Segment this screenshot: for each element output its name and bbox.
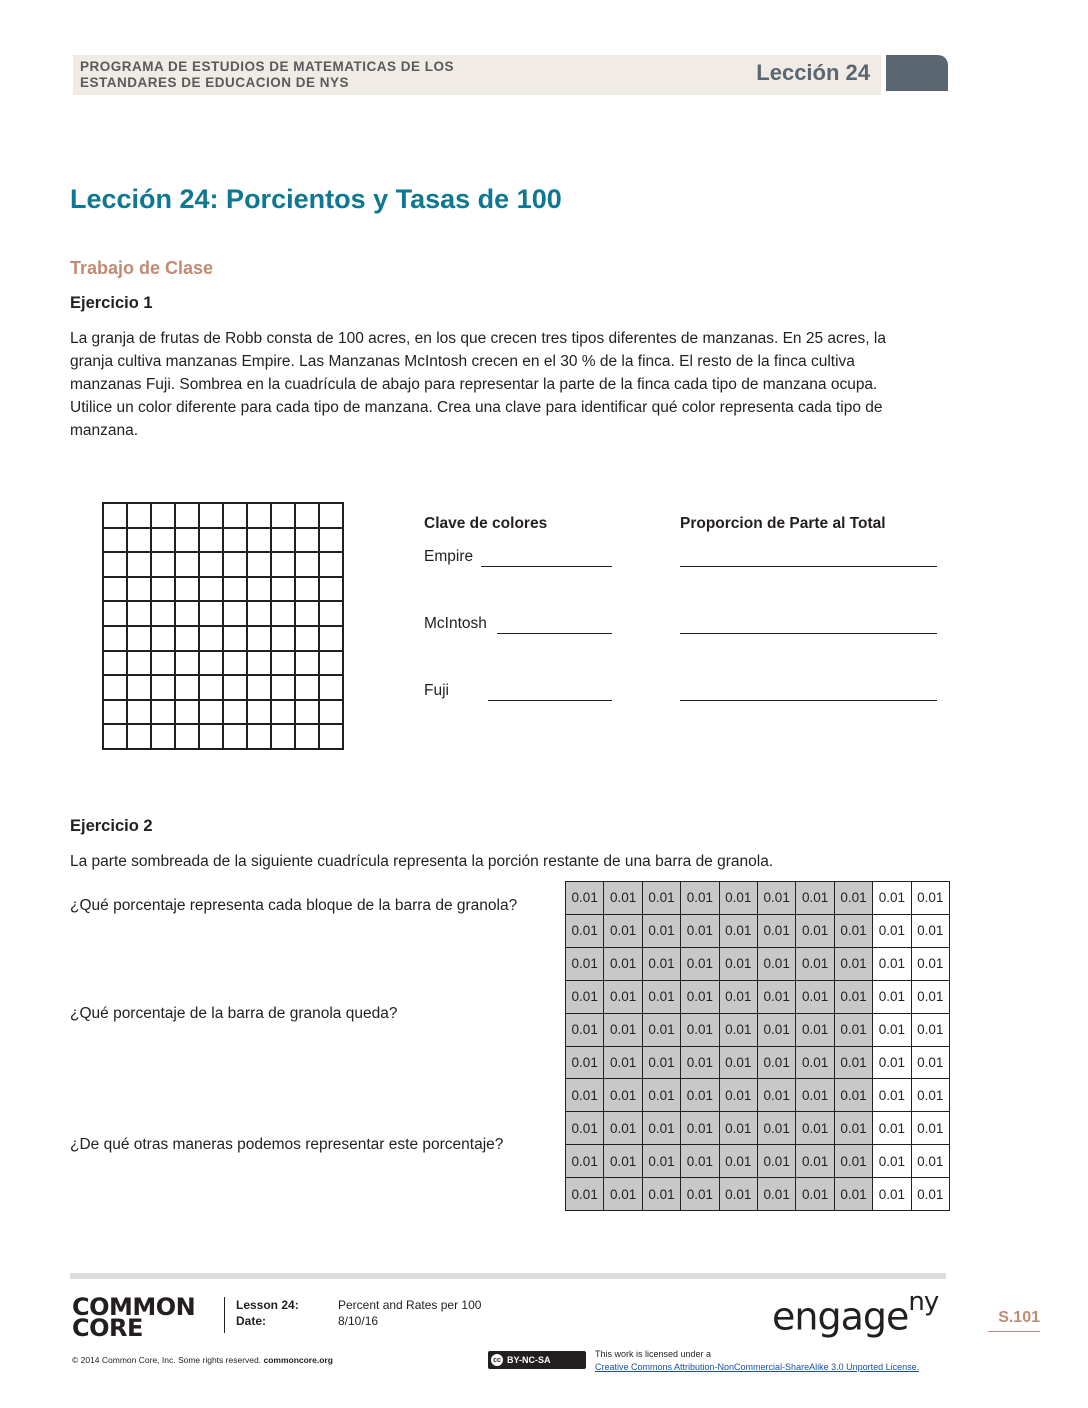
granola-cell-shaded: 0.01 xyxy=(796,1047,834,1080)
granola-cell-shaded: 0.01 xyxy=(681,915,719,948)
grid-cell[interactable] xyxy=(296,529,320,554)
grid-cell[interactable] xyxy=(176,553,200,578)
grid-cell[interactable] xyxy=(296,504,320,529)
grid-cell[interactable] xyxy=(152,725,176,750)
grid-cell[interactable] xyxy=(224,701,248,726)
granola-cell-empty: 0.01 xyxy=(912,1178,950,1211)
granola-cell-shaded: 0.01 xyxy=(643,1014,681,1047)
grid-cell[interactable] xyxy=(224,676,248,701)
granola-cell-empty: 0.01 xyxy=(873,948,911,981)
grid-cell[interactable] xyxy=(224,627,248,652)
granola-cell-shaded: 0.01 xyxy=(566,948,604,981)
granola-cell-shaded: 0.01 xyxy=(643,882,681,915)
granola-cell-empty: 0.01 xyxy=(912,1079,950,1112)
grid-cell[interactable] xyxy=(248,529,272,554)
granola-cell-empty: 0.01 xyxy=(873,1014,911,1047)
granola-cell-shaded: 0.01 xyxy=(604,948,642,981)
grid-cell[interactable] xyxy=(152,553,176,578)
grid-cell[interactable] xyxy=(104,701,128,726)
granola-cell-shaded: 0.01 xyxy=(796,1079,834,1112)
question-each-block: ¿Qué porcentaje representa cada bloque de la barra de granola? xyxy=(70,897,518,914)
grid-cell[interactable] xyxy=(104,676,128,701)
granola-cell-empty: 0.01 xyxy=(873,1178,911,1211)
granola-cell-shaded: 0.01 xyxy=(720,1079,758,1112)
grid-cell[interactable] xyxy=(224,725,248,750)
grid-cell[interactable] xyxy=(176,725,200,750)
granola-cell-shaded: 0.01 xyxy=(796,1014,834,1047)
grid-cell[interactable] xyxy=(248,701,272,726)
granola-cell-shaded: 0.01 xyxy=(835,948,873,981)
copyright-site: commoncore.org xyxy=(263,1355,333,1365)
grid-cell[interactable] xyxy=(104,627,128,652)
grid-cell[interactable] xyxy=(128,553,152,578)
cc-badge-text: BY-NC-SA xyxy=(507,1355,551,1365)
granola-cell-shaded: 0.01 xyxy=(758,915,796,948)
grid-cell[interactable] xyxy=(320,578,344,603)
granola-cell-shaded: 0.01 xyxy=(604,1178,642,1211)
grid-cell[interactable] xyxy=(224,652,248,677)
grid-cell[interactable] xyxy=(200,602,224,627)
grid-cell[interactable] xyxy=(200,652,224,677)
granola-cell-shaded: 0.01 xyxy=(835,882,873,915)
program-title xyxy=(80,59,510,91)
grid-cell[interactable] xyxy=(152,578,176,603)
grid-cell[interactable] xyxy=(296,553,320,578)
granola-cell-shaded: 0.01 xyxy=(643,948,681,981)
engage-sup: ny xyxy=(908,1287,939,1317)
color-key-heading: Clave de colores xyxy=(424,515,548,532)
grid-cell[interactable] xyxy=(104,652,128,677)
granola-cell-shaded: 0.01 xyxy=(566,1145,604,1178)
grid-cell[interactable] xyxy=(104,529,128,554)
granola-cell-shaded: 0.01 xyxy=(758,1145,796,1178)
exercise1-heading: Ejercicio 1 xyxy=(70,294,153,312)
footer-date-label: Date: xyxy=(236,1314,267,1328)
granola-cell-shaded: 0.01 xyxy=(758,882,796,915)
granola-cell-shaded: 0.01 xyxy=(643,1047,681,1080)
grid-cell[interactable] xyxy=(128,701,152,726)
grid-cell[interactable] xyxy=(272,578,296,603)
granola-cell-shaded: 0.01 xyxy=(681,882,719,915)
grid-cell[interactable] xyxy=(176,652,200,677)
granola-cell-shaded: 0.01 xyxy=(566,1112,604,1145)
granola-cell-shaded: 0.01 xyxy=(720,1145,758,1178)
grid-cell[interactable] xyxy=(176,578,200,603)
granola-cell-shaded: 0.01 xyxy=(643,1112,681,1145)
program-title-line1: PROGRAMA DE ESTUDIOS DE MATEMATICAS DE LOS xyxy=(80,59,455,74)
grid-cell[interactable] xyxy=(200,725,224,750)
granola-cell-shaded: 0.01 xyxy=(835,1014,873,1047)
granola-cell-shaded: 0.01 xyxy=(720,915,758,948)
grid-cell[interactable] xyxy=(128,529,152,554)
footer-rule xyxy=(70,1273,946,1279)
footer-divider xyxy=(224,1297,225,1333)
grid-cell[interactable] xyxy=(224,602,248,627)
grid-cell[interactable] xyxy=(296,725,320,750)
grid-cell[interactable] xyxy=(104,725,128,750)
ratio-heading: Proporcion de Parte al Total xyxy=(680,515,886,532)
granola-grid xyxy=(565,881,950,1211)
granola-cell-shaded: 0.01 xyxy=(566,1047,604,1080)
granola-cell-shaded: 0.01 xyxy=(758,948,796,981)
granola-cell-shaded: 0.01 xyxy=(758,1178,796,1211)
grid-cell[interactable] xyxy=(152,701,176,726)
granola-cell-shaded: 0.01 xyxy=(643,981,681,1014)
exercise1-line: La granja de frutas de Robb consta de 100 acres, en los que crecen tres tipos diferentes de manzanas. En 25 acres, la xyxy=(70,330,886,347)
grid-cell[interactable] xyxy=(104,578,128,603)
grid-cell[interactable] xyxy=(104,553,128,578)
grid-cell[interactable] xyxy=(200,553,224,578)
granola-cell-shaded: 0.01 xyxy=(796,981,834,1014)
granola-cell-shaded: 0.01 xyxy=(604,1014,642,1047)
key-item-mcintosh: McIntosh xyxy=(424,615,487,632)
exercise1-line: granja cultiva manzanas Empire. Las Manzanas McIntosh crecen en el 30 % de la finca. El resto de la finca cultiva xyxy=(70,353,855,370)
copyright-text: © 2014 Common Core, Inc. Some rights reserved. xyxy=(72,1355,264,1365)
grid-cell[interactable] xyxy=(176,701,200,726)
granola-cell-shaded: 0.01 xyxy=(643,915,681,948)
logo-line2: CORE xyxy=(72,1314,143,1342)
grid-cell[interactable] xyxy=(320,652,344,677)
granola-cell-shaded: 0.01 xyxy=(604,882,642,915)
cc-license-badge xyxy=(488,1351,586,1369)
granola-cell-empty: 0.01 xyxy=(873,1047,911,1080)
mcintosh-ratio-blank[interactable] xyxy=(680,633,937,634)
granola-cell-shaded: 0.01 xyxy=(681,1047,719,1080)
granola-cell-shaded: 0.01 xyxy=(604,1112,642,1145)
granola-cell-shaded: 0.01 xyxy=(566,1178,604,1211)
grid-cell[interactable] xyxy=(176,627,200,652)
grid-cell[interactable] xyxy=(248,578,272,603)
grid-cell[interactable] xyxy=(224,529,248,554)
granola-cell-shaded: 0.01 xyxy=(758,1079,796,1112)
grid-cell[interactable] xyxy=(200,529,224,554)
granola-cell-shaded: 0.01 xyxy=(720,948,758,981)
granola-cell-shaded: 0.01 xyxy=(720,882,758,915)
grid-cell[interactable] xyxy=(272,602,296,627)
granola-cell-shaded: 0.01 xyxy=(566,981,604,1014)
exercise1-line: manzana. xyxy=(70,422,139,439)
granola-cell-shaded: 0.01 xyxy=(835,981,873,1014)
key-item-empire: Empire xyxy=(424,548,474,565)
fuji-color-blank[interactable] xyxy=(488,700,612,701)
granola-cell-shaded: 0.01 xyxy=(835,915,873,948)
granola-cell-shaded: 0.01 xyxy=(604,1079,642,1112)
grid-cell[interactable] xyxy=(152,504,176,529)
exercise1-text xyxy=(70,327,950,442)
grid-cell[interactable] xyxy=(224,504,248,529)
granola-cell-shaded: 0.01 xyxy=(720,1014,758,1047)
granola-cell-empty: 0.01 xyxy=(912,882,950,915)
grid-cell[interactable] xyxy=(272,652,296,677)
section-title: Trabajo de Clase xyxy=(70,258,214,278)
header-lesson: Lección 24 xyxy=(756,60,870,85)
grid-cell[interactable] xyxy=(128,578,152,603)
granola-cell-shaded: 0.01 xyxy=(796,882,834,915)
empire-ratio-blank[interactable] xyxy=(680,566,937,567)
footer-lesson-label: Lesson 24: xyxy=(236,1298,299,1312)
header-tab xyxy=(886,55,948,91)
granola-cell-shaded: 0.01 xyxy=(720,981,758,1014)
granola-cell-empty: 0.01 xyxy=(912,1014,950,1047)
exercise1-line: Utilice un color diferente para cada tipo de manzana. Crea una clave para identificar qué color representa cada tipo de xyxy=(70,399,883,416)
granola-cell-shaded: 0.01 xyxy=(604,1047,642,1080)
granola-cell-shaded: 0.01 xyxy=(566,1014,604,1047)
granola-cell-shaded: 0.01 xyxy=(720,1178,758,1211)
grid-cell[interactable] xyxy=(176,602,200,627)
question-remaining: ¿Qué porcentaje de la barra de granola queda? xyxy=(70,1005,398,1022)
grid-cell[interactable] xyxy=(272,676,296,701)
grid-cell[interactable] xyxy=(296,602,320,627)
granola-cell-empty: 0.01 xyxy=(912,948,950,981)
granola-cell-shaded: 0.01 xyxy=(758,1047,796,1080)
license-link[interactable]: Creative Commons Attribution-NonCommercial-ShareAlike 3.0 Unported License. xyxy=(595,1362,920,1372)
grid-cell[interactable] xyxy=(248,676,272,701)
granola-cell-shaded: 0.01 xyxy=(758,981,796,1014)
granola-cell-empty: 0.01 xyxy=(873,1112,911,1145)
granola-cell-shaded: 0.01 xyxy=(643,1178,681,1211)
exercise2-heading: Ejercicio 2 xyxy=(70,817,153,835)
grid-cell[interactable] xyxy=(272,553,296,578)
grid-cell[interactable] xyxy=(248,627,272,652)
cc-icon: cc xyxy=(491,1354,503,1366)
grid-cell[interactable] xyxy=(320,725,344,750)
grid-cell[interactable] xyxy=(320,676,344,701)
granola-cell-shaded: 0.01 xyxy=(681,948,719,981)
granola-cell-shaded: 0.01 xyxy=(604,915,642,948)
grid-cell[interactable] xyxy=(224,553,248,578)
grid-cell[interactable] xyxy=(152,602,176,627)
granola-cell-shaded: 0.01 xyxy=(835,1079,873,1112)
grid-cell[interactable] xyxy=(176,529,200,554)
engageny-logo xyxy=(772,1287,939,1339)
engage-text: engage xyxy=(772,1294,909,1339)
granola-cell-shaded: 0.01 xyxy=(835,1178,873,1211)
grid-cell[interactable] xyxy=(320,553,344,578)
license-text: This work is licensed under a xyxy=(595,1349,712,1359)
granola-cell-shaded: 0.01 xyxy=(835,1047,873,1080)
grid-cell[interactable] xyxy=(128,627,152,652)
granola-cell-empty: 0.01 xyxy=(912,915,950,948)
grid-cell[interactable] xyxy=(104,504,128,529)
granola-cell-empty: 0.01 xyxy=(873,1145,911,1178)
hundred-grid[interactable] xyxy=(102,502,344,750)
copyright xyxy=(72,1355,333,1365)
exercise1-line: manzanas Fuji. Sombrea en la cuadrícula de abajo para representar la parte de la finca cada tipo de manzana ocupa. xyxy=(70,376,878,393)
granola-cell-shaded: 0.01 xyxy=(566,882,604,915)
granola-cell-shaded: 0.01 xyxy=(796,1145,834,1178)
granola-cell-shaded: 0.01 xyxy=(796,948,834,981)
granola-cell-shaded: 0.01 xyxy=(643,1079,681,1112)
granola-cell-empty: 0.01 xyxy=(912,1047,950,1080)
grid-cell[interactable] xyxy=(200,627,224,652)
grid-cell[interactable] xyxy=(272,627,296,652)
grid-cell[interactable] xyxy=(152,676,176,701)
granola-cell-shaded: 0.01 xyxy=(604,1145,642,1178)
grid-cell[interactable] xyxy=(248,602,272,627)
grid-cell[interactable] xyxy=(272,725,296,750)
grid-cell[interactable] xyxy=(128,504,152,529)
granola-cell-shaded: 0.01 xyxy=(758,1112,796,1145)
granola-cell-empty: 0.01 xyxy=(873,981,911,1014)
granola-cell-empty: 0.01 xyxy=(912,981,950,1014)
granola-cell-shaded: 0.01 xyxy=(835,1145,873,1178)
grid-cell[interactable] xyxy=(272,529,296,554)
grid-cell[interactable] xyxy=(320,504,344,529)
grid-cell[interactable] xyxy=(152,529,176,554)
grid-cell[interactable] xyxy=(104,602,128,627)
granola-cell-shaded: 0.01 xyxy=(681,981,719,1014)
empire-color-blank[interactable] xyxy=(481,566,612,567)
grid-cell[interactable] xyxy=(200,676,224,701)
grid-cell[interactable] xyxy=(320,602,344,627)
grid-cell[interactable] xyxy=(224,578,248,603)
granola-cell-empty: 0.01 xyxy=(873,882,911,915)
grid-cell[interactable] xyxy=(200,701,224,726)
grid-cell[interactable] xyxy=(176,676,200,701)
granola-cell-shaded: 0.01 xyxy=(796,915,834,948)
exercise2-intro: La parte sombreada de la siguiente cuadrícula representa la porción restante de una barra de granola. xyxy=(70,853,774,870)
grid-cell[interactable] xyxy=(128,602,152,627)
grid-cell[interactable] xyxy=(272,701,296,726)
grid-cell[interactable] xyxy=(128,725,152,750)
grid-cell[interactable] xyxy=(248,504,272,529)
granola-cell-shaded: 0.01 xyxy=(643,1145,681,1178)
grid-cell[interactable] xyxy=(320,529,344,554)
grid-cell[interactable] xyxy=(248,725,272,750)
page-number: S.101 xyxy=(998,1309,1040,1326)
granola-cell-shaded: 0.01 xyxy=(681,1178,719,1211)
question-other-ways: ¿De qué otras maneras podemos representar este porcentaje? xyxy=(70,1136,504,1153)
granola-cell-shaded: 0.01 xyxy=(681,1079,719,1112)
grid-cell[interactable] xyxy=(176,504,200,529)
granola-cell-empty: 0.01 xyxy=(873,915,911,948)
granola-cell-shaded: 0.01 xyxy=(604,981,642,1014)
grid-cell[interactable] xyxy=(200,504,224,529)
granola-cell-empty: 0.01 xyxy=(912,1145,950,1178)
footer-date-value: 8/10/16 xyxy=(338,1314,379,1328)
granola-cell-shaded: 0.01 xyxy=(835,1112,873,1145)
fuji-ratio-blank[interactable] xyxy=(680,700,937,701)
granola-cell-shaded: 0.01 xyxy=(681,1145,719,1178)
grid-cell[interactable] xyxy=(200,578,224,603)
program-title-line2: ESTANDARES DE EDUCACION DE NYS xyxy=(80,75,350,90)
granola-cell-shaded: 0.01 xyxy=(720,1047,758,1080)
page-title: Lección 24: Porcientos y Tasas de 100 xyxy=(70,184,562,214)
grid-cell[interactable] xyxy=(152,627,176,652)
granola-cell-shaded: 0.01 xyxy=(796,1178,834,1211)
granola-cell-empty: 0.01 xyxy=(912,1112,950,1145)
page-number-rule xyxy=(988,1331,1040,1332)
granola-cell-empty: 0.01 xyxy=(873,1079,911,1112)
grid-cell[interactable] xyxy=(320,701,344,726)
granola-cell-shaded: 0.01 xyxy=(566,1079,604,1112)
granola-cell-shaded: 0.01 xyxy=(681,1014,719,1047)
granola-cell-shaded: 0.01 xyxy=(681,1112,719,1145)
grid-cell[interactable] xyxy=(152,652,176,677)
grid-cell[interactable] xyxy=(296,578,320,603)
grid-cell[interactable] xyxy=(320,627,344,652)
grid-cell[interactable] xyxy=(248,553,272,578)
grid-cell[interactable] xyxy=(248,652,272,677)
granola-cell-shaded: 0.01 xyxy=(566,915,604,948)
granola-cell-shaded: 0.01 xyxy=(758,1014,796,1047)
granola-cell-shaded: 0.01 xyxy=(720,1112,758,1145)
common-core-logo xyxy=(72,1293,196,1342)
footer-lesson-value: Percent and Rates per 100 xyxy=(338,1298,482,1312)
grid-cell[interactable] xyxy=(296,701,320,726)
grid-cell[interactable] xyxy=(272,504,296,529)
logo-line1: COMMON xyxy=(72,1293,196,1321)
grid-cell[interactable] xyxy=(296,627,320,652)
grid-cell[interactable] xyxy=(296,652,320,677)
mcintosh-color-blank[interactable] xyxy=(497,633,612,634)
grid-cell[interactable] xyxy=(128,676,152,701)
granola-cell-shaded: 0.01 xyxy=(796,1112,834,1145)
grid-cell[interactable] xyxy=(296,676,320,701)
key-item-fuji: Fuji xyxy=(424,682,449,699)
grid-cell[interactable] xyxy=(128,652,152,677)
